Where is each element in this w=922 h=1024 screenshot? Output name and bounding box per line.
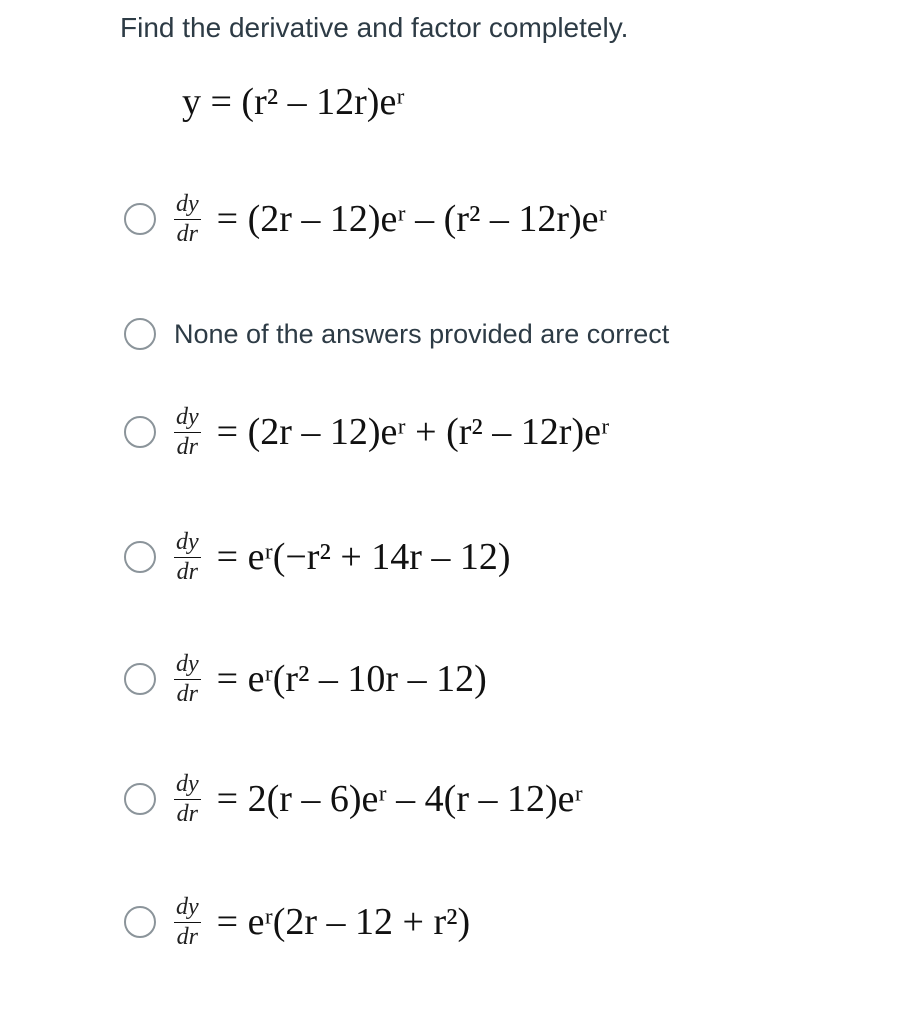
fraction-denominator: dr bbox=[176, 801, 198, 827]
answer-option-3[interactable] bbox=[124, 405, 609, 459]
fraction-numerator: dy bbox=[174, 772, 201, 800]
fraction-denominator: dr bbox=[176, 924, 198, 950]
derivative-fraction bbox=[174, 192, 201, 246]
derivative-fraction bbox=[174, 772, 201, 826]
option-expression: = eʳ(r² – 10r – 12) bbox=[216, 658, 487, 700]
option-expression: = eʳ(−r² + 14r – 12) bbox=[216, 536, 511, 578]
derivative-fraction bbox=[174, 895, 201, 949]
radio-button[interactable] bbox=[124, 416, 156, 448]
option-expression: = eʳ(2r – 12 + r²) bbox=[216, 901, 471, 943]
fraction-denominator: dr bbox=[176, 221, 198, 247]
answer-option-4[interactable] bbox=[124, 530, 511, 584]
derivative-fraction bbox=[174, 405, 201, 459]
fraction-numerator: dy bbox=[174, 405, 201, 433]
fraction-denominator: dr bbox=[176, 559, 198, 585]
radio-button[interactable] bbox=[124, 663, 156, 695]
fraction-denominator: dr bbox=[176, 681, 198, 707]
answer-option-7[interactable] bbox=[124, 895, 470, 949]
answer-option-1[interactable] bbox=[124, 192, 607, 246]
radio-button[interactable] bbox=[124, 541, 156, 573]
fraction-numerator: dy bbox=[174, 192, 201, 220]
given-equation: y = (r² – 12r)eʳ bbox=[182, 81, 405, 123]
radio-button[interactable] bbox=[124, 906, 156, 938]
fraction-denominator: dr bbox=[176, 434, 198, 460]
answer-option-5[interactable] bbox=[124, 652, 487, 706]
radio-button[interactable] bbox=[124, 318, 156, 350]
derivative-fraction bbox=[174, 652, 201, 706]
option-expression: = 2(r – 6)eʳ – 4(r – 12)eʳ bbox=[216, 778, 583, 820]
fraction-numerator: dy bbox=[174, 652, 201, 680]
answer-option-2[interactable] bbox=[124, 318, 669, 350]
question-prompt: Find the derivative and factor completely. bbox=[120, 12, 629, 43]
radio-button[interactable] bbox=[124, 203, 156, 235]
answer-option-6[interactable] bbox=[124, 772, 583, 826]
option-text: None of the answers provided are correct bbox=[174, 318, 670, 349]
fraction-numerator: dy bbox=[174, 530, 201, 558]
derivative-fraction bbox=[174, 530, 201, 584]
radio-button[interactable] bbox=[124, 783, 156, 815]
option-expression: = (2r – 12)eʳ + (r² – 12r)eʳ bbox=[216, 411, 610, 453]
option-expression: = (2r – 12)eʳ – (r² – 12r)eʳ bbox=[216, 198, 607, 240]
fraction-numerator: dy bbox=[174, 895, 201, 923]
